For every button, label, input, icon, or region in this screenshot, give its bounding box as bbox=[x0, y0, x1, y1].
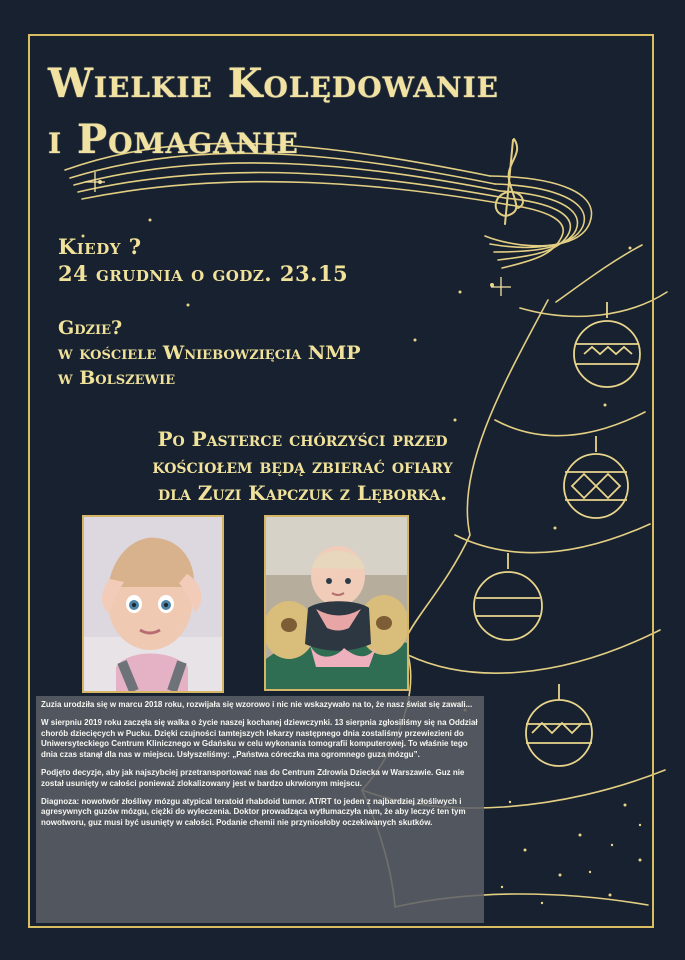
announcement-line-3: dla Zuzi Kapczuk z Lęborka. bbox=[157, 481, 448, 505]
story-paragraph-3: Podjęto decyzje, aby jak najszybciej przetransportować nas do Centrum Zdrowia Dziecka w Warszawie. Guz nie został usunięty w całości ponieważ zlokalizowany jest w bardzo ukrwionym miejscu. bbox=[41, 767, 465, 788]
announcement-line-2: kościołem będą zbierać ofiary bbox=[152, 454, 453, 478]
child-with-teddy-bears-icon bbox=[266, 517, 407, 689]
child-photo-2 bbox=[264, 515, 409, 691]
when-section bbox=[58, 233, 348, 287]
story-text-box bbox=[36, 696, 484, 923]
when-value: 24 grudnia o godz. 23.15 bbox=[58, 261, 349, 286]
when-label: Kiedy ? bbox=[58, 234, 142, 259]
announcement-line-1: Po Pasterce chórzyści przed bbox=[157, 427, 448, 451]
title-line-1: Wielkie Kolędowanie bbox=[48, 60, 500, 107]
poster-title bbox=[48, 56, 638, 168]
title-line-2: i Pomaganie bbox=[48, 116, 299, 163]
child-photo-1 bbox=[82, 515, 224, 693]
story-paragraph-1: Zuzia urodziła się w marcu 2018 roku, rozwijała się wzorowo i nic nie wskazywało na to, że nasz świat się zawali... bbox=[41, 700, 473, 709]
where-section bbox=[58, 316, 361, 391]
where-line-1: w kościele Wniebowzięcia NMP bbox=[58, 342, 361, 364]
story-paragraph-2: W sierpniu 2019 roku zaczęła się walka o życie naszej kochanej dziewczynki. 13 sierpnia zgłosiliśmy się na Oddział chorób dziecięcych w Pucku. Dzięki czujności tamtejszych lekarzy następnego dnia zostaliśmy przewiezieni do Uniwersyteckiego Centrum Klinicznego w Gdańsku w celu wykonania tomografii komputerowej. To właśnie tego dnia czas stanął dla nas w miejscu. Usłyszeliśmy: „Państwa córeczka ma ogromnego guza mózgu”. bbox=[41, 717, 478, 760]
child-portrait-icon bbox=[84, 517, 222, 691]
collection-announcement bbox=[80, 426, 525, 507]
where-label: Gdzie? bbox=[58, 317, 123, 339]
story-paragraph-4: Diagnoza: nowotwór złośliwy mózgu atypical teratoid rhabdoid tumor. AT/RT to jeden z najbardziej złośliwych i agresywnych guzów mózgu, ciężki do wyleczenia. Doktor prowadząca wytłumaczyła nam, że aby leczyć ten tym nowotworu, guz musi być usunięty w całości. Podanie chemii nie przyniosłoby oczekiwanych skutków. bbox=[41, 796, 466, 828]
where-line-2: w Bolszewie bbox=[58, 367, 176, 389]
